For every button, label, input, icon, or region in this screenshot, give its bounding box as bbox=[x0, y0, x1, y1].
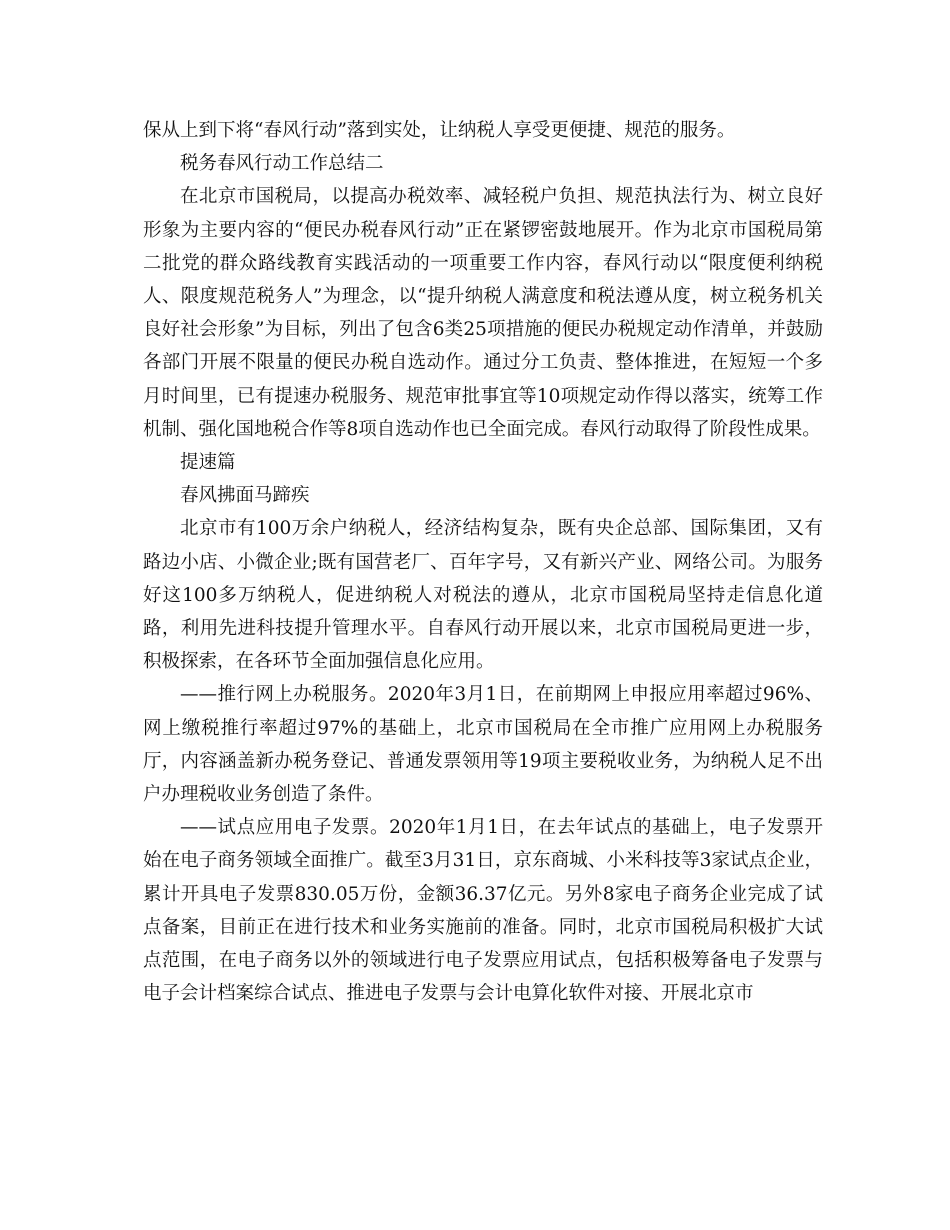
document-body bbox=[143, 114, 823, 1010]
subsection-heading: 提速篇 bbox=[180, 452, 236, 474]
paragraph-beijing-taxpayers: 北京市有100万余户纳税人，经济结构复杂，既有央企总部、国际集团，又有路边小店、小微企业;既有国营老厂、百年字号，又有新兴产业、网络公司。为服务好这100多万纳税人，促进纳税人对税法的遵从，北京市国税局坚持走信息化道路，利用先进科技提升管理水平。自春风行动开展以来，北京市国税局更进一步，积极探索，在各环节全面加强信息化应用。 bbox=[143, 518, 823, 673]
paragraph-electronic-invoice: ——试点应用电子发票。2020年1月1日，在去年试点的基础上，电子发票开始在电子商务领域全面推广。截至3月31日，京东商城、小米科技等3家试点企业，累计开具电子发票830.05万份，金额36.37亿元。另外8家电子商务企业完成了试点备案，目前正在进行技术和业务实施前的准备。同时，北京市国税局积极扩大试点范围，在电子商务以外的领域进行电子发票应用试点，包括积极筹备电子发票与电子会计档案综合试点、推进电子发票与会计电算化软件对接、开展北京市 bbox=[143, 817, 823, 1005]
paragraph-online-tax-service: ——推行网上办税服务。2020年3月1日，在前期网上申报应用率超过96%、网上缴税推行率超过97%的基础上，北京市国税局在全市推广应用网上办税服务厅，内容涵盖新办税务登记、普通发票领用等19项主要税收业务，为纳税人足不出户办理税收业务创造了条件。 bbox=[143, 684, 823, 806]
paragraph-intro: 在北京市国税局，以提高办税效率、减轻税户负担、规范执法行为、树立良好形象为主要内容的“便民办税春风行动”正在紧锣密鼓地展开。作为北京市国税局第二批党的群众路线教育实践活动的一项重要工作内容，春风行动以“限度便利纳税人、限度规范税务人”为理念，以“提升纳税人满意度和税法遵从度，树立税务机关良好社会形象”为目标，列出了包含6类25项措施的便民办税规定动作清单，并鼓励各部门开展不限量的便民办税自选动作。通过分工负责、整体推进，在短短一个多月时间里，已有提速办税服务、规范审批事宜等10项规定动作得以落实，统筹工作机制、强化国地税合作等8项自选动作也已全面完成。春风行动取得了阶段性成果。 bbox=[143, 186, 823, 440]
subsection-subheading: 春风拂面马蹄疾 bbox=[180, 485, 310, 507]
section-title: 税务春风行动工作总结二 bbox=[180, 153, 384, 175]
paragraph-continuation: 保从上到下将“春风行动”落到实处，让纳税人享受更便捷、规范的服务。 bbox=[143, 120, 736, 141]
